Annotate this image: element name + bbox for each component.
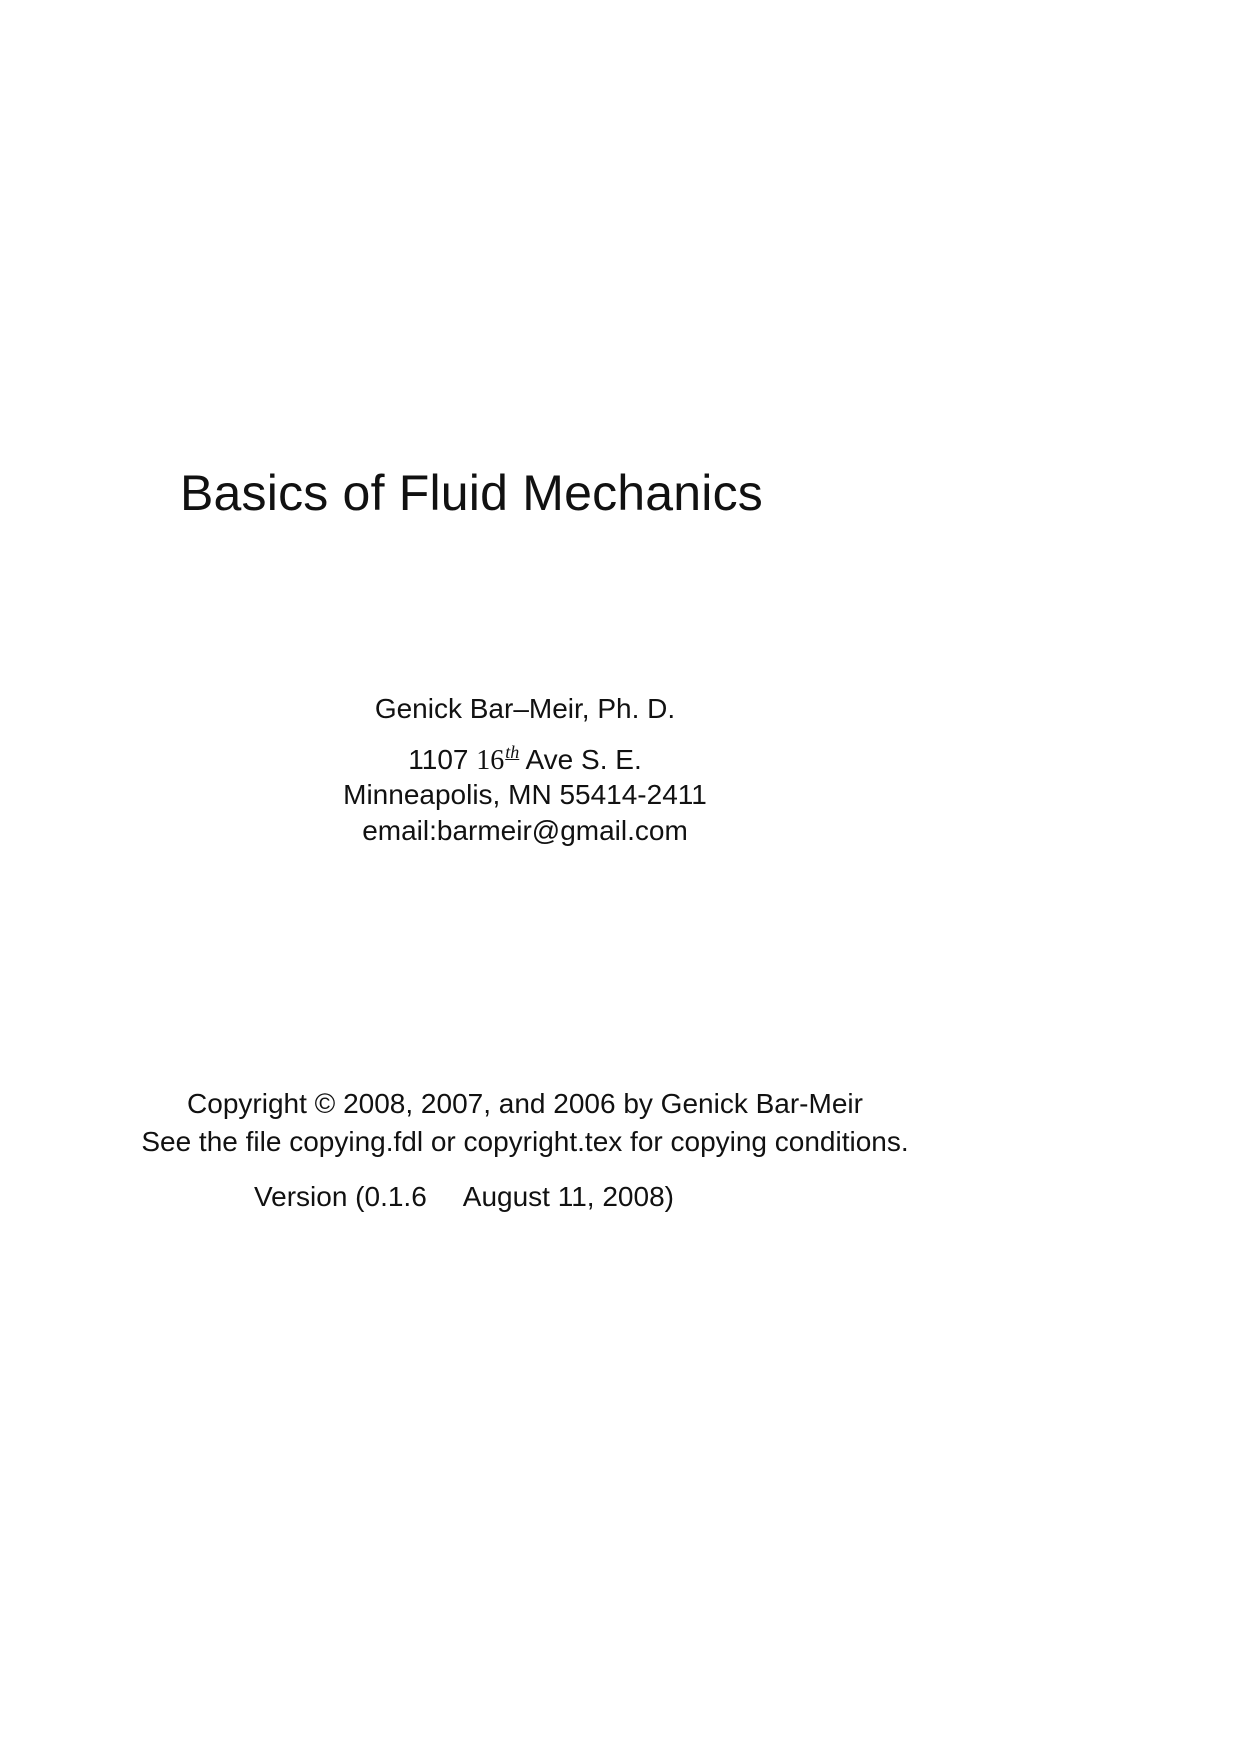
version-label: Version (0.1.6 bbox=[254, 1181, 427, 1212]
author-city-line: Minneapolis, MN 55414-2411 bbox=[343, 779, 707, 810]
street-number: 1107 bbox=[408, 744, 469, 775]
copyright-notice: Copyright © 2008, 2007, and 2006 by Genick Bar-Meir bbox=[187, 1088, 863, 1119]
version-info bbox=[254, 1181, 674, 1213]
street-rest: Ave S. E. bbox=[525, 744, 642, 775]
author-street-address bbox=[300, 742, 750, 777]
document-title: Basics of Fluid Mechanics bbox=[180, 465, 764, 521]
copying-conditions: See the file copying.fdl or copyright.tex for copying conditions. bbox=[141, 1126, 909, 1157]
street-ordinal bbox=[476, 742, 520, 776]
author-email: email:barmeir@gmail.com bbox=[362, 815, 688, 846]
version-date: August 11, 2008) bbox=[462, 1181, 674, 1212]
ordinal-suffix: th bbox=[505, 742, 520, 762]
ordinal-base: 16 bbox=[476, 745, 505, 776]
author-name: Genick Bar–Meir, Ph. D. bbox=[374, 693, 676, 724]
